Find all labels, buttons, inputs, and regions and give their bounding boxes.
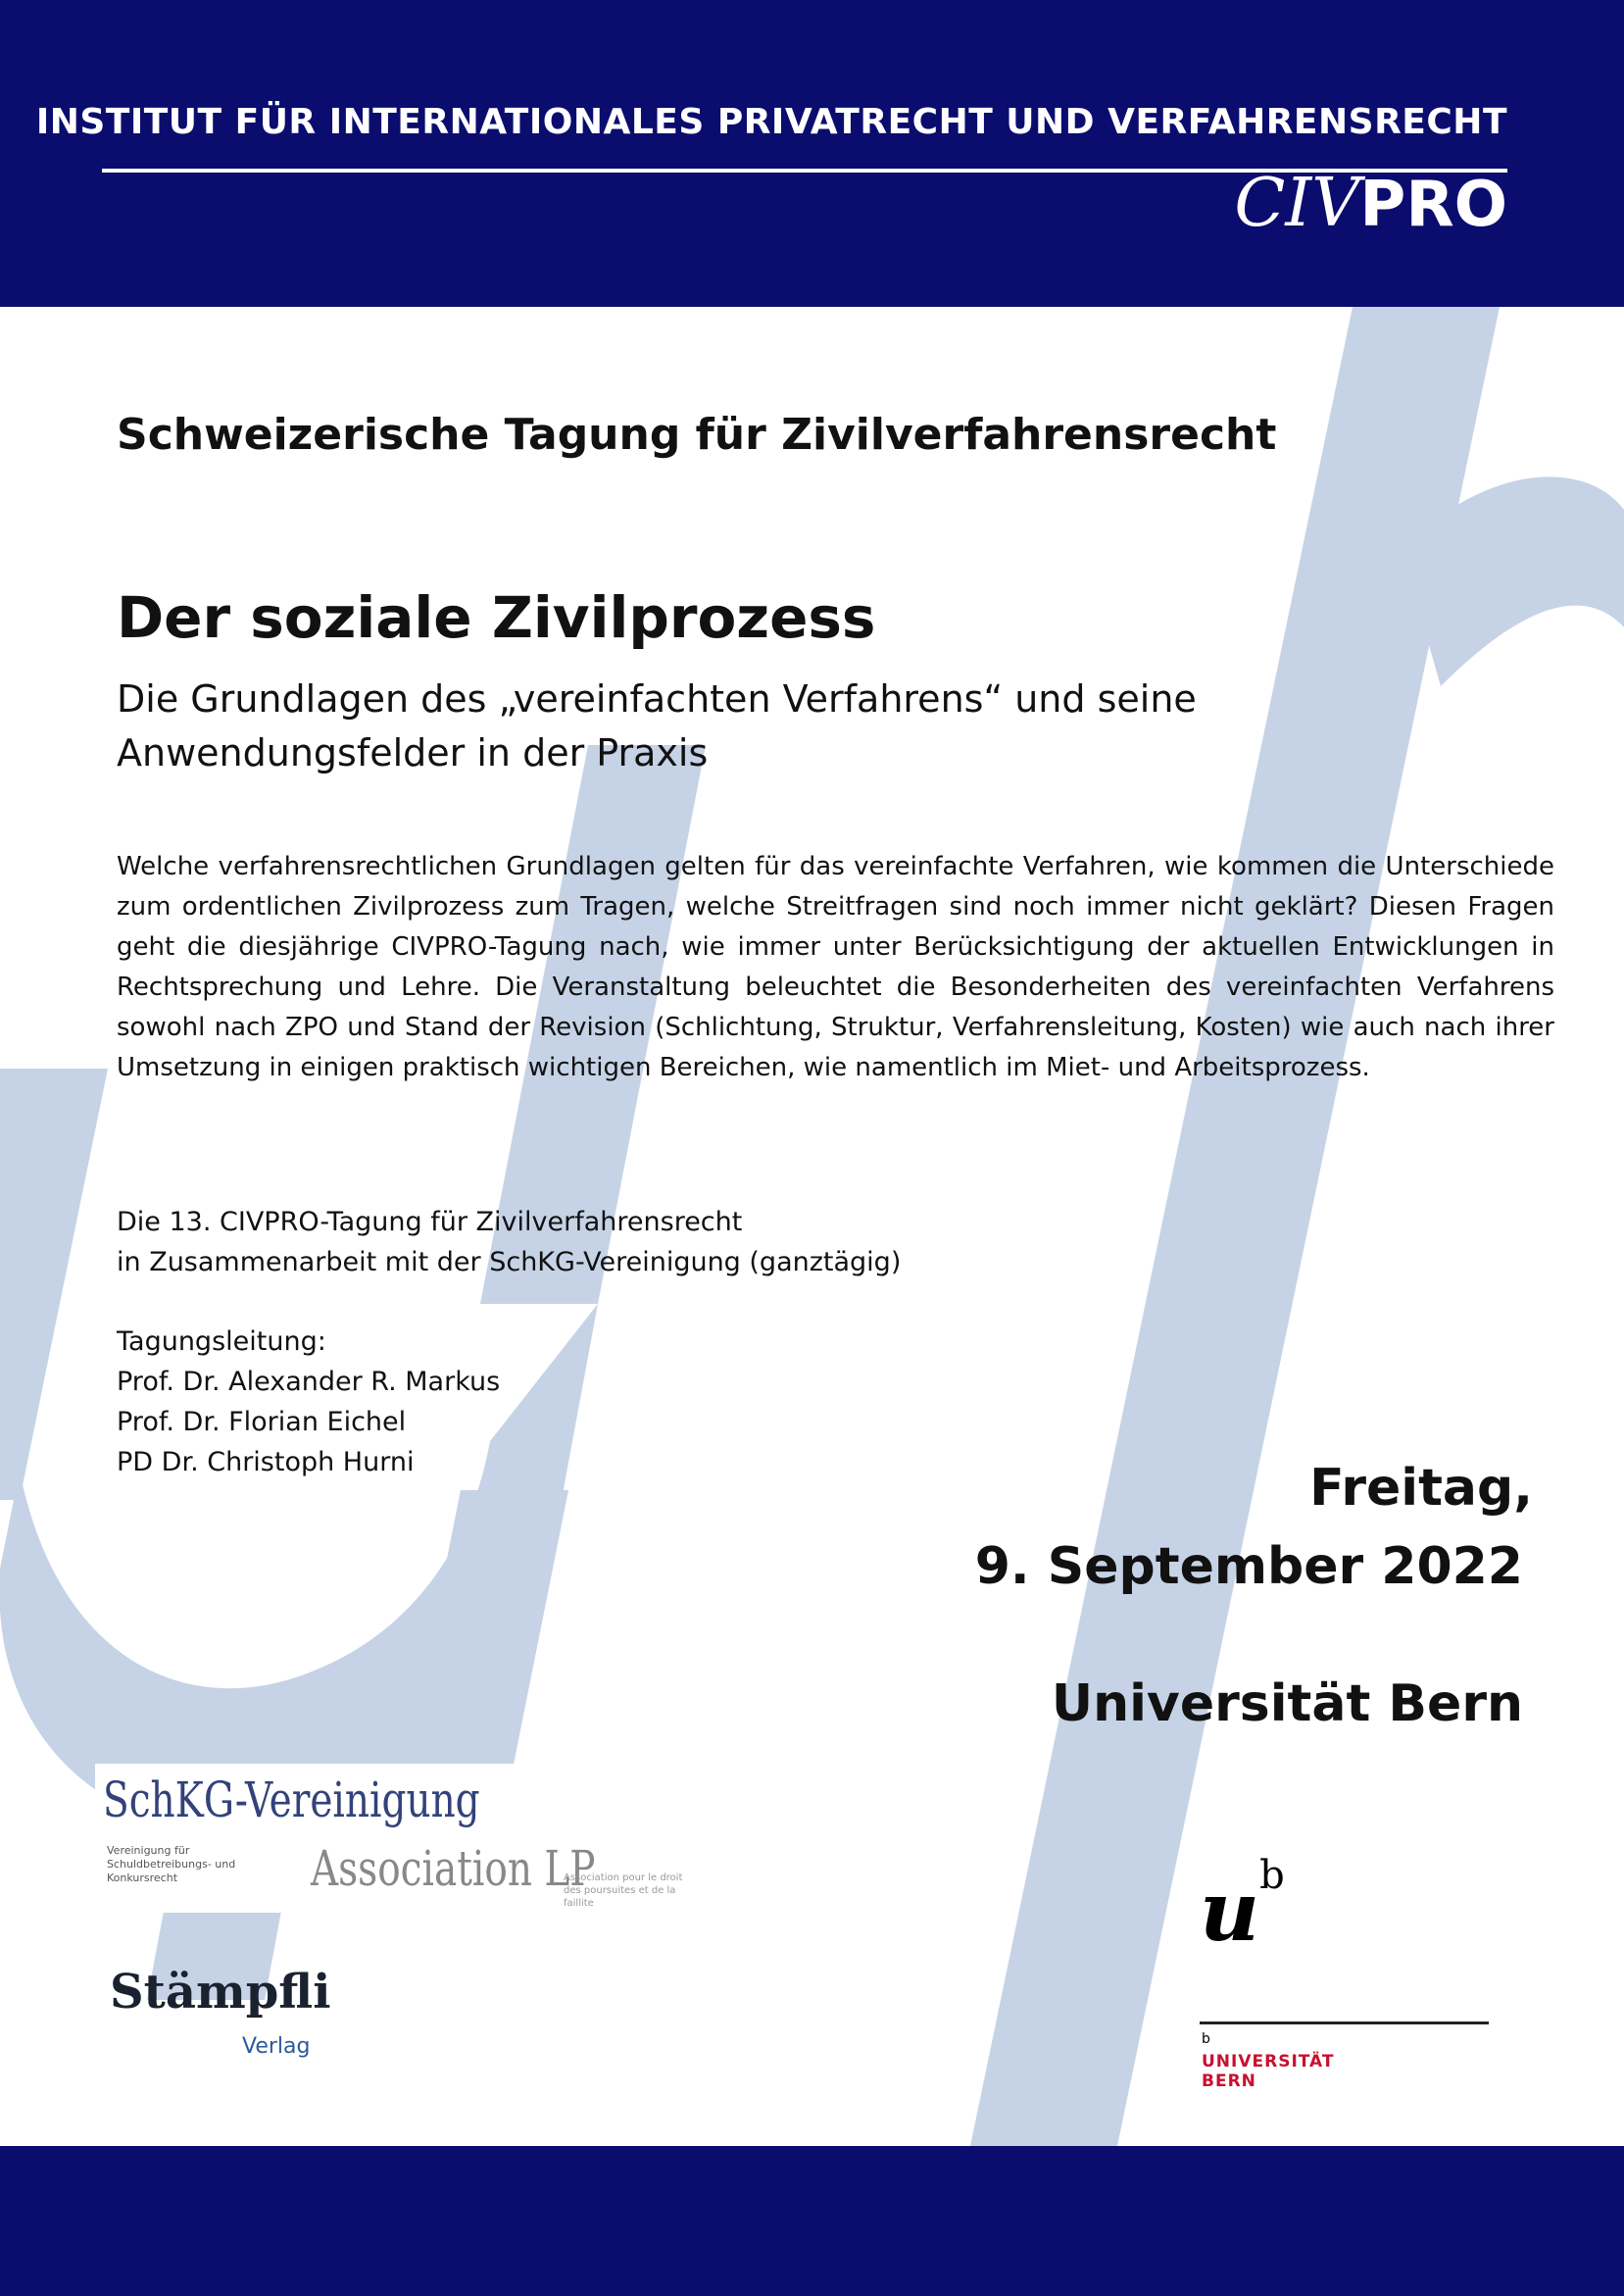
conference-info	[117, 1202, 901, 1282]
leadership-block	[117, 1322, 500, 1482]
unibern-name-line1: UNIVERSITÄT	[1202, 2052, 1335, 2071]
association-logo-subtitle: Association pour le droit des poursuites et de la faillite	[564, 1872, 683, 1909]
leader-name: Prof. Dr. Florian Eichel	[117, 1407, 407, 1437]
unibern-logo-u: u	[1200, 1863, 1260, 1960]
date-day: 9. September 2022	[974, 1537, 1523, 1596]
unibern-logo-line	[1200, 2021, 1489, 2024]
unibern-name-line2: BERN	[1202, 2071, 1256, 2091]
date-weekday: Freitag,	[1309, 1459, 1533, 1518]
conference-name: Schweizerische Tagung für Zivilverfahrensrecht	[117, 410, 1277, 460]
unibern-logo-small-b: b	[1202, 2031, 1210, 2047]
info-line-1: Die 13. CIVPRO-Tagung für Zivilverfahrensrecht	[117, 1207, 743, 1237]
unibern-logo-mark	[1200, 1853, 1285, 1960]
institute-name: INSTITUT FÜR INTERNATIONALES PRIVATRECHT UND VERFAHRENSRECHT	[35, 102, 1507, 142]
unibern-logo-b: b	[1259, 1853, 1285, 1898]
leader-name: Prof. Dr. Alexander R. Markus	[117, 1367, 501, 1397]
event-venue: Universität Bern	[1051, 1674, 1523, 1733]
civpro-logo	[1234, 165, 1507, 242]
footer-banner	[0, 2146, 1624, 2296]
civpro-logo-civ: CIV	[1234, 165, 1360, 242]
schkg-logo-subtitle: Vereinigung für Schuldbetreibungs- und Konkursrecht	[107, 1844, 236, 1884]
page-subtitle: Die Grundlagen des „vereinfachten Verfahrens“ und seine Anwendungsfelder in der Praxis	[117, 677, 1197, 774]
staempfli-verlag: Verlag	[242, 2034, 311, 2059]
leader-name: PD Dr. Christoph Hurni	[117, 1447, 415, 1477]
civpro-logo-pro: PRO	[1359, 169, 1507, 241]
schkg-logo	[95, 1764, 711, 1913]
association-logo-title: Association LP	[311, 1840, 596, 1897]
header-banner	[0, 0, 1624, 307]
staempfli-logo: Stämpfli	[110, 1965, 331, 2020]
schkg-logo-title: SchKG-Vereinigung	[103, 1772, 480, 1828]
description-paragraph: Welche verfahrensrechtlichen Grundlagen gelten für das vereinfachte Verfahren, wie kommen die Unterschiede zum ordentlichen Zivilprozess zum Tragen, welche Streitfragen sind noch immer nicht geklärt? Diesen Fragen geht die diesjährige CIVPRO-Tagung nach, wie immer unter Berücksichtigung der aktuellen Entwicklungen in Rechtsprechung und Lehre. Die Veranstaltung beleuchtet die Besonderheiten des vereinfachten Verfahrens sowohl nach ZPO und Stand der Revision (Schlichtung, Struktur, Verfahrensleitung, Kosten) wie auch nach ihrer Umsetzung in einigen praktisch wichtigen Bereichen, wie namentlich im Miet- und Arbeitsprozess.	[117, 852, 1554, 1082]
event-date	[975, 1449, 1533, 1606]
unibern-logo-name	[1202, 2052, 1335, 2091]
leadership-label: Tagungsleitung:	[117, 1326, 326, 1357]
info-line-2: in Zusammenarbeit mit der SchKG-Vereinigung (ganztägig)	[117, 1247, 902, 1277]
page-title: Der soziale Zivilprozess	[117, 584, 876, 651]
